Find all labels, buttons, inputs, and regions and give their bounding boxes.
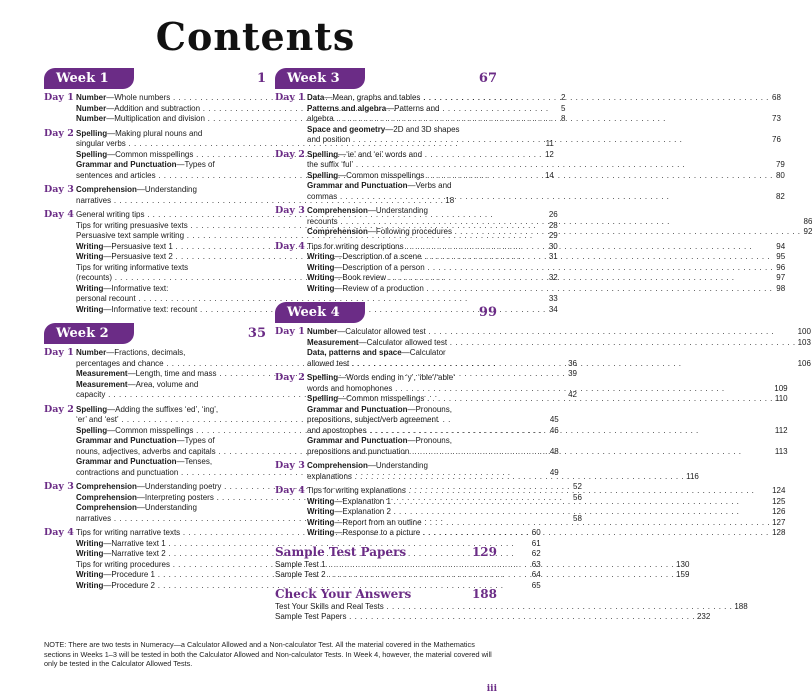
- toc-entry[interactable]: Grammar and Punctuation—Pronouns,: [307, 404, 452, 414]
- toc-entry-cont[interactable]: explanations . . . 116: [307, 472, 699, 483]
- toc-entry-cont[interactable]: algebra . . . 73: [307, 114, 781, 125]
- toc-entry[interactable]: Number—Addition and subtraction . . . 5: [76, 104, 565, 115]
- toc-entry[interactable]: Sample Test 2 . . . 159: [275, 570, 497, 581]
- toc-entry[interactable]: Number—Calculator allowed test . . . 100: [307, 327, 811, 338]
- page-title: Contents: [155, 14, 356, 59]
- toc-entry[interactable]: Comprehension—Understanding: [307, 461, 428, 470]
- toc-entry[interactable]: Writing—Informative text: recount . . . 34: [76, 305, 558, 316]
- toc-entry[interactable]: Comprehension—Understanding: [76, 503, 197, 512]
- toc-entry[interactable]: Measurement—Area, volume and: [76, 379, 199, 389]
- day-label: Day 3: [275, 205, 305, 216]
- toc-entry[interactable]: Writing—Informative text:: [76, 283, 169, 293]
- toc-entry[interactable]: Writing—Description of a person . . . 96: [307, 263, 785, 274]
- toc-entry[interactable]: Spelling—Making plural nouns and: [76, 128, 203, 138]
- toc-entry[interactable]: Writing—Persuasive text 2 . . . 31: [76, 252, 558, 263]
- toc-entry-cont[interactable]: personal recount . . . 33: [76, 294, 558, 305]
- toc-entry[interactable]: Tips for writing descriptions . . . 94: [307, 242, 785, 253]
- toc-entry-cont[interactable]: nouns, adjectives, adverbs and capitals . . . 48: [76, 447, 559, 458]
- toc-entry[interactable]: Grammar and Punctuation—Tenses,: [76, 457, 213, 466]
- toc-entry-cont[interactable]: singular verbs . . . 11: [76, 139, 554, 150]
- toc-entry[interactable]: Number—Fractions, decimals,: [76, 348, 186, 357]
- toc-entry-cont[interactable]: words and homophones . . . 109: [307, 384, 788, 395]
- toc-entry[interactable]: Tips for writing procedures . . . 63: [76, 560, 541, 571]
- toc-entry[interactable]: Sample Test Papers . . . 232: [275, 612, 497, 623]
- day-label: Day 1: [44, 347, 74, 358]
- day-label: Day 1: [275, 326, 305, 337]
- toc-entry[interactable]: Writing—Report from an outline . . . 127: [307, 518, 785, 529]
- toc-entry[interactable]: Tips for writing explanations . . . 124: [307, 486, 785, 497]
- day-label: Day 1: [275, 92, 305, 103]
- toc-entry[interactable]: Comprehension—Understanding: [307, 206, 428, 215]
- week-3-header[interactable]: [275, 68, 497, 89]
- toc-entry-cont[interactable]: (recounts) . . . 32: [76, 273, 558, 284]
- toc-entry[interactable]: Comprehension—Understanding: [76, 185, 197, 194]
- day-label: Day 3: [44, 481, 74, 492]
- toc-entry[interactable]: Space and geometry—2D and 3D shapes: [307, 124, 460, 134]
- toc-entry[interactable]: Tips for writing narrative texts . . . 60: [76, 528, 541, 539]
- week-4-header[interactable]: [275, 302, 497, 323]
- toc-entry[interactable]: Spelling—Adding the suffixes ‘ed’, ‘ing’,: [76, 404, 219, 414]
- toc-entry[interactable]: Writing—Response to a picture . . . 128: [307, 528, 785, 539]
- toc-entry[interactable]: Data, patterns and space—Calculator: [307, 348, 446, 357]
- week-label: Week 3: [275, 68, 365, 89]
- toc-entry[interactable]: Writing—Explanation 1 . . . 125: [307, 497, 785, 508]
- toc-entry[interactable]: Spelling—Common misspellings . . . 110: [307, 394, 788, 405]
- toc-entry-cont[interactable]: and position . . . 76: [307, 135, 781, 146]
- day-label: Day 2: [275, 148, 305, 160]
- toc-entry[interactable]: Spelling—Words ending in ‘y’, ‘ible’/‘able’: [307, 373, 455, 382]
- day-label: Day 3: [275, 460, 305, 471]
- footnote: NOTE: There are two tests in Numeracy—a Calculator Allowed and a Non-calculator Test. All the material covered in the Mathematics sections in Weeks 1–3 will be tested in both the Calculator Allowed and Non-calculator Tests. In Week 4, however, the material covered will only be tested in the Calculator Allowed Tests.: [44, 640, 492, 668]
- toc-entry[interactable]: Grammar and Punctuation—Types of: [76, 436, 215, 445]
- toc-entry[interactable]: Writing—Review of a production . . . 98: [307, 284, 785, 295]
- toc-entry[interactable]: Writing—Narrative text 1 . . . 61: [76, 539, 541, 550]
- day-label: Day 4: [275, 240, 305, 252]
- toc-entry[interactable]: Patterns and algebra—Patterns and: [307, 103, 440, 113]
- toc-entry[interactable]: Grammar and Punctuation—Pronouns,: [307, 436, 452, 445]
- toc-entry[interactable]: Spelling—Common misspellings . . . 12: [76, 150, 554, 161]
- week-page: 67: [478, 71, 497, 86]
- toc-entry-cont[interactable]: prepositions, subject/verb agreement: [307, 415, 439, 424]
- toc-entry[interactable]: Writing—Explanation 2 . . . 126: [307, 507, 785, 518]
- day-label: Day 2: [275, 372, 305, 383]
- day-label: Day 2: [44, 127, 74, 139]
- day-label: Day 2: [44, 403, 74, 415]
- toc-entry[interactable]: Comprehension—Following procedures . . . 92: [307, 227, 812, 238]
- toc-entry[interactable]: Comprehension—Understanding poetry . . . 52: [76, 482, 582, 493]
- toc-entry-cont[interactable]: narratives . . . 58: [76, 514, 582, 525]
- day-label: Day 3: [44, 184, 74, 195]
- toc-entry[interactable]: Persuasive text sample writing . . . 29: [76, 231, 558, 242]
- toc-entry[interactable]: Measurement—Calculator allowed test . . . 103: [307, 338, 811, 349]
- toc-entry[interactable]: Writing—Book review . . . 97: [307, 273, 785, 284]
- check-your-answers-header[interactable]: Check Your Answers 188: [275, 586, 497, 601]
- toc-entry-cont[interactable]: capacity . . . 42: [76, 390, 577, 401]
- toc-entry[interactable]: Grammar and Punctuation—Types of: [76, 160, 215, 169]
- toc-entry[interactable]: Number—Whole numbers . . . 2: [76, 93, 565, 104]
- toc-entry[interactable]: Spelling—‘ie’ and ‘ei’ words and: [307, 149, 423, 159]
- toc-entry-cont[interactable]: narratives . . . 18: [76, 196, 454, 207]
- toc-entry-cont[interactable]: contractions and punctuation . . . 49: [76, 468, 559, 479]
- toc-entry-cont[interactable]: percentages and chance . . . 36: [76, 359, 577, 370]
- week-1-header[interactable]: [44, 68, 266, 89]
- toc-entry-cont[interactable]: ‘er’ and ‘est’ . . . 45: [76, 415, 559, 426]
- toc-entry[interactable]: Test Your Skills and Real Tests . . . 188: [275, 602, 497, 613]
- toc-entry[interactable]: Writing—Procedure 1 . . . 64: [76, 570, 541, 581]
- toc-entry[interactable]: Number—Multiplication and division . . . 8: [76, 114, 565, 125]
- week-page: 35: [247, 326, 266, 341]
- day-label: Day 4: [44, 527, 74, 538]
- week-label: Week 1: [44, 68, 134, 89]
- toc-entry[interactable]: Writing—Narrative text 2 . . . 62: [76, 549, 541, 560]
- page-number: iii: [486, 684, 497, 694]
- week-page: 1: [256, 71, 266, 86]
- toc-entry[interactable]: Spelling—Common misspellings . . . 46: [76, 426, 559, 437]
- toc-entry-cont[interactable]: the suffix ‘ful’ . . . 79: [307, 160, 785, 171]
- toc-entry[interactable]: Tips for writing presuasive texts . . . 28: [76, 221, 558, 232]
- toc-entry-cont[interactable]: sentences and articles . . . 14: [76, 171, 554, 182]
- toc-entry[interactable]: Writing—Procedure 2 . . . 65: [76, 581, 541, 592]
- toc-entry[interactable]: General writing tips . . . 26: [76, 210, 558, 221]
- toc-entry[interactable]: Grammar and Punctuation—Verbs and: [307, 181, 452, 190]
- day-label: Day 4: [275, 485, 305, 496]
- day-label: Day 1: [44, 92, 74, 103]
- day-label: Day 4: [44, 209, 74, 220]
- toc-entry-cont[interactable]: and apostrophes . . . 112: [307, 426, 788, 437]
- toc-entry[interactable]: Measurement—Length, time and mass . . . 39: [76, 369, 577, 380]
- sample-test-papers-header[interactable]: Sample Test Papers 129: [275, 544, 497, 559]
- toc-entry[interactable]: Writing—Persuasive text 1 . . . 30: [76, 242, 558, 253]
- week-page: 99: [478, 305, 497, 320]
- toc-entry-cont[interactable]: recounts . . . 86: [307, 217, 812, 228]
- toc-entry[interactable]: Sample Test 1 . . . 130: [275, 560, 497, 571]
- toc-entry[interactable]: Writing—Description of a scene . . . 95: [307, 252, 785, 263]
- toc-entry[interactable]: Spelling—Common misspellings . . . 80: [307, 171, 785, 182]
- toc-entry[interactable]: Tips for writing informative texts: [76, 262, 189, 272]
- week-label: Week 2: [44, 323, 134, 344]
- week-label: Week 4: [275, 302, 365, 323]
- toc-entry-cont[interactable]: prepositions and punctuation . . . 113: [307, 447, 788, 458]
- toc-entry-cont[interactable]: commas . . . 82: [307, 192, 785, 203]
- week-2-header[interactable]: [44, 323, 266, 344]
- toc-entry[interactable]: Comprehension—Interpreting posters . . . 56: [76, 493, 582, 504]
- toc-entry[interactable]: Data—Mean, graphs and tables . . . 68: [307, 93, 781, 104]
- toc-entry-cont[interactable]: allowed test . . . 106: [307, 359, 811, 370]
